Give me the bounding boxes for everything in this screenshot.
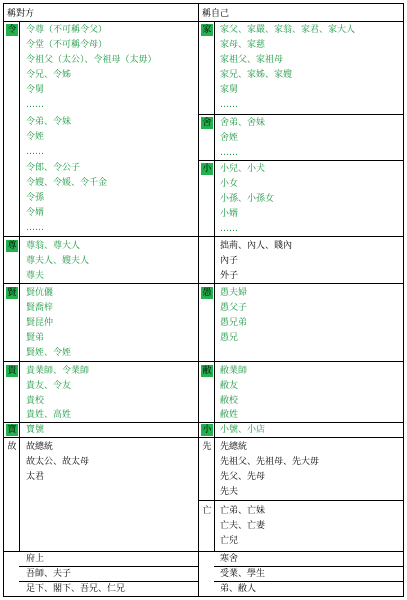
left-line: 府上	[26, 554, 45, 564]
left-line: ……	[26, 223, 44, 233]
char-cell-xian: 賢	[7, 288, 17, 298]
right-line: 外子	[220, 271, 239, 281]
left-line: 令郎、令公子	[26, 163, 81, 173]
left-line: 令嫂、令媛、令千金	[26, 178, 108, 188]
right-line: 先總統	[220, 442, 248, 452]
left-line: 寶號	[26, 425, 45, 435]
right-line: 拙荊、內人、賤內	[220, 241, 293, 251]
last-row-rule-left-a	[19, 566, 198, 567]
right-line: 家祖父、家祖母	[220, 55, 284, 65]
right-line: 家舅	[220, 85, 239, 95]
right-line: 先父、先母	[220, 472, 266, 482]
right-line: 小女	[220, 179, 239, 189]
char-cell-xian-2: 先	[202, 442, 212, 452]
table-border-top	[3, 3, 404, 4]
header-left: 稱對方	[7, 9, 35, 19]
left-line: 足下、閣下、吾兄、仁兄	[26, 584, 126, 594]
right-line: 小婿	[220, 209, 239, 219]
left-line: 令祖父（太公）、令祖母（太毋）	[26, 55, 157, 65]
left-line: 貴友、令友	[26, 381, 72, 391]
left-line: 令堂（不可稱令母）	[26, 40, 108, 50]
right-rule-jia-she	[198, 114, 404, 115]
right-line: 愚夫婦	[220, 288, 248, 298]
char-cell-xiao-2: 小	[202, 425, 212, 435]
row-rule-header	[3, 21, 404, 22]
left-line: 故太公、故太母	[26, 457, 90, 467]
right-line: ……	[220, 224, 238, 234]
last-row-rule-right-b	[214, 581, 404, 582]
right-line: 舍姪	[220, 133, 239, 143]
right-line: 先夫	[220, 487, 239, 497]
left-line: 尊夫	[26, 271, 45, 281]
left-line: 令兄、令姊	[26, 70, 72, 80]
salutation-table	[3, 3, 404, 597]
right-line: 家母、家慈	[220, 40, 266, 50]
row-rule-3	[3, 361, 404, 362]
last-row-rule-left-b	[19, 581, 198, 582]
col-divider-right-char	[214, 21, 215, 551]
right-line: 小孫、小孫女	[220, 194, 275, 204]
left-line: ……	[26, 100, 44, 110]
right-line: 愚兄弟	[220, 318, 248, 328]
row-rule-6	[3, 551, 404, 552]
table-border-right	[403, 3, 404, 597]
right-line: 小號、小店	[220, 425, 266, 435]
left-line: 令尊（不可稱令父）	[26, 25, 108, 35]
left-line: 貴姓、高姓	[26, 410, 72, 420]
char-cell-bao: 寶	[7, 425, 17, 435]
right-line: 受業、學生	[220, 569, 266, 579]
char-cell-gui: 貴	[7, 366, 17, 376]
char-cell-ling: 令	[7, 25, 17, 35]
left-line: 貴業師、令業師	[26, 366, 90, 376]
row-rule-1	[3, 236, 404, 237]
char-cell-she: 舍	[202, 118, 212, 128]
left-line: 令婿	[26, 208, 45, 218]
char-cell-xiao: 小	[202, 164, 212, 174]
row-rule-4	[3, 422, 404, 423]
right-line: 敝校	[220, 396, 239, 406]
char-cell-gu: 故	[7, 442, 17, 452]
left-line: 尊翁、尊大人	[26, 241, 81, 251]
char-cell-bi: 敝	[202, 366, 212, 376]
right-line: 家父、家嚴、家翁、家君、家大人	[220, 25, 356, 35]
left-line: 令弟、令妹	[26, 117, 72, 127]
right-rule-xian-wang	[198, 500, 404, 501]
right-line: 寒舍	[220, 554, 239, 564]
char-cell-zun: 尊	[7, 241, 17, 251]
right-line: 先祖父、先祖母、先大毋	[220, 457, 320, 467]
left-line: 貴校	[26, 396, 45, 406]
left-line: 尊夫人、嫂夫人	[26, 256, 90, 266]
row-rule-5	[3, 437, 404, 438]
left-line: 吾師、夫子	[26, 569, 72, 579]
right-line: 家兄、家姊、家嫂	[220, 70, 293, 80]
left-line: 賢伉儷	[26, 288, 54, 298]
right-line: ……	[220, 148, 238, 158]
right-line: 敝業師	[220, 366, 248, 376]
left-line: 賢喬梓	[26, 303, 54, 313]
right-line: 小兒、小犬	[220, 164, 266, 174]
left-line: 太君	[26, 472, 45, 482]
char-cell-wang: 亡	[202, 506, 212, 516]
right-rule-she-xiao	[198, 160, 404, 161]
right-line: 敝姓	[220, 410, 239, 420]
left-line: ……	[26, 147, 44, 157]
right-line: 亡兒	[220, 536, 239, 546]
right-line: 亡夫、亡妻	[220, 521, 266, 531]
right-line: 弟、敝人	[220, 584, 257, 594]
table-border-bottom	[3, 596, 404, 597]
row-rule-2	[3, 283, 404, 284]
col-divider-left-char	[19, 21, 20, 551]
header-right: 稱自己	[202, 9, 230, 19]
right-line: 敝友	[220, 381, 239, 391]
right-line: 愚兄	[220, 333, 239, 343]
left-line: 令孫	[26, 193, 45, 203]
left-line: 故總統	[26, 442, 54, 452]
last-row-rule-right-a	[214, 566, 404, 567]
left-line: 賢弟	[26, 333, 45, 343]
table-border-left	[3, 3, 4, 597]
char-cell-jia: 家	[202, 25, 212, 35]
right-line: 舍弟、舍妹	[220, 118, 266, 128]
right-line: 愚父子	[220, 303, 248, 313]
left-line: 令舅	[26, 85, 45, 95]
left-line: 賢姪、令姪	[26, 348, 72, 358]
left-line: 令姪	[26, 132, 45, 142]
right-line: 亡弟、亡妹	[220, 506, 266, 516]
left-line: 賢昆仲	[26, 318, 54, 328]
char-cell-yu: 愚	[202, 288, 212, 298]
right-line: 內子	[220, 256, 239, 266]
col-divider-center	[198, 3, 199, 597]
right-line: ……	[220, 100, 238, 110]
